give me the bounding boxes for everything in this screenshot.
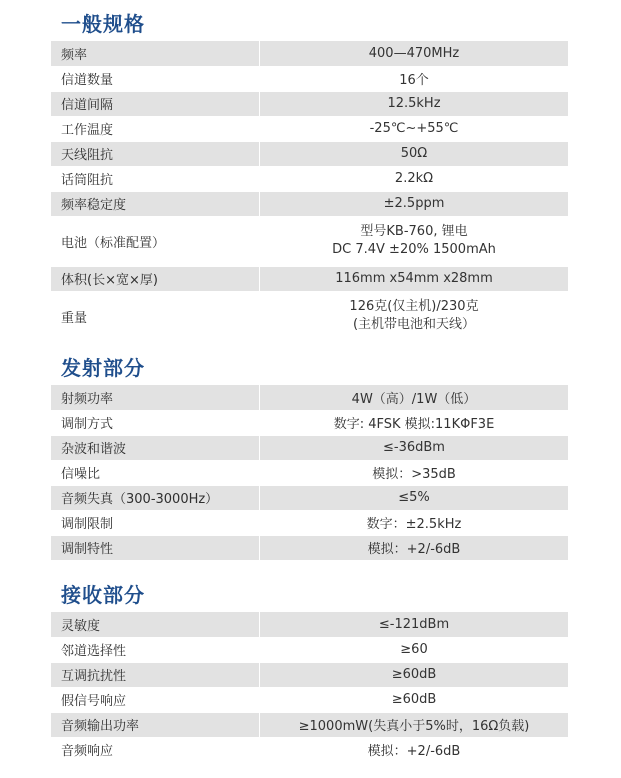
spec-label: 频率 [51,41,259,66]
spec-label: 电池（标准配置） [51,216,259,266]
spec-label: 灵敏度 [51,612,259,637]
spec-value: ≥1000mW(失真小于5%时，16Ω负载) [260,712,568,737]
spec-label: 信道间隔 [51,91,259,116]
spec-value: ≥60dB [260,662,568,687]
table-row [51,191,568,216]
spec-label: 调制特性 [51,535,259,560]
spec-label: 音频响应 [51,737,259,762]
spec-value: ≤-36dBm [260,435,568,460]
spec-label: 杂波和谐波 [51,435,259,460]
spec-value: 2.2kΩ [260,166,568,191]
spec-label: 假信号响应 [51,687,259,712]
table-row [51,687,568,712]
table-row [51,612,568,637]
spec-table-transmitter [51,385,568,561]
table-row [51,216,568,266]
spec-value-line: (主机带电池和天线） [352,317,476,332]
spec-label: 音频失真（300-3000Hz） [51,485,259,510]
table-row [51,535,568,560]
table-row [51,266,568,291]
spec-label: 音频输出功率 [51,712,259,737]
spec-value: ≤-121dBm [260,612,568,637]
spec-value: 116mm x54mm x28mm [260,266,568,291]
spec-value-line: 126克(仅主机)/230克 [349,299,479,314]
table-row [51,460,568,485]
spec-label: 调制方式 [51,410,259,435]
spec-value-line: DC 7.4V ±20% 1500mAh [332,242,496,257]
section-title-receiver: 接收部分 [61,583,145,607]
table-row [51,637,568,662]
table-row [51,166,568,191]
spec-value: 模拟：+2/-6dB [260,737,568,762]
table-row [51,510,568,535]
spec-value: 模拟：>35dB [260,460,568,485]
spec-value: 400—470MHz [260,41,568,66]
spec-value: 4W（高）/1W（低） [260,385,568,410]
spec-value [260,216,568,266]
table-row [51,485,568,510]
spec-label: 体积(长×宽×厚) [51,266,259,291]
spec-value [260,291,568,341]
spec-label: 互调抗扰性 [51,662,259,687]
spec-value: 12.5kHz [260,91,568,116]
spec-label: 信噪比 [51,460,259,485]
spec-value: 16个 [260,66,568,91]
spec-value: ≥60 [260,637,568,662]
spec-value: ±2.5ppm [260,191,568,216]
table-row [51,91,568,116]
table-row [51,410,568,435]
spec-label: 邻道选择性 [51,637,259,662]
spec-value: 数字：±2.5kHz [260,510,568,535]
section-receiver [51,579,568,763]
spec-label: 话筒阻抗 [51,166,259,191]
spec-label: 重量 [51,291,259,341]
spec-value: 数字: 4FSK 模拟:11KΦF3E [260,410,568,435]
spec-label: 天线阻抗 [51,141,259,166]
section-title-transmitter: 发射部分 [61,356,145,380]
table-row [51,385,568,410]
section-transmitter [51,352,568,561]
spec-table-general [51,41,568,342]
spec-value: ≤5% [260,485,568,510]
table-row [51,435,568,460]
spec-table-receiver [51,612,568,763]
table-row [51,116,568,141]
section-title-general: 一般规格 [61,12,145,36]
spec-label: 频率稳定度 [51,191,259,216]
table-row [51,66,568,91]
spec-label: 调制限制 [51,510,259,535]
spec-label: 工作温度 [51,116,259,141]
spec-value: ≥60dB [260,687,568,712]
table-row [51,737,568,762]
section-general [51,8,568,342]
spec-label: 信道数量 [51,66,259,91]
table-row [51,41,568,66]
spec-value: -25℃~+55℃ [260,116,568,141]
spec-value: 50Ω [260,141,568,166]
table-row [51,712,568,737]
spec-label: 射频功率 [51,385,259,410]
table-row [51,291,568,341]
spec-value-line: 型号KB-760, 锂电 [360,224,468,239]
table-row [51,141,568,166]
table-row [51,662,568,687]
spec-value: 模拟：+2/-6dB [260,535,568,560]
